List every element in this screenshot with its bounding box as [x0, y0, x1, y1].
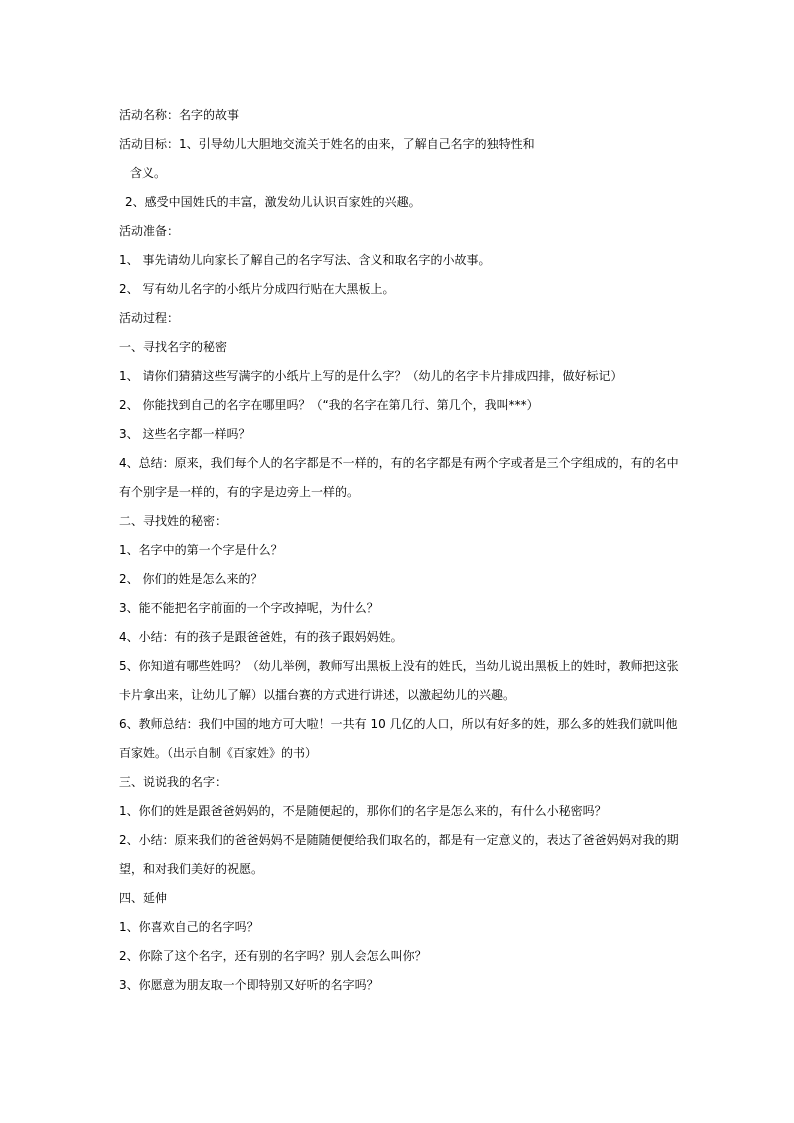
part-2-item-3: 3、能不能把名字前面的一个字改掉呢，为什么？	[119, 601, 379, 615]
part-2-item-5: 5、你知道有哪些姓吗？（幼儿举例，教师写出黑板上没有的姓氏，当幼儿说出黑板上的姓时，教师把这张	[119, 659, 679, 673]
activity-name: 活动名称：名字的故事	[119, 108, 240, 122]
document-body	[119, 101, 679, 1000]
heading-part-2: 二、寻找姓的秘密：	[119, 514, 228, 528]
part-2-item-6-cont: 百家姓。（出示自制《百家姓》的书）	[119, 746, 318, 760]
part-3-item-2-cont: 望，和对我们美好的祝愿。	[119, 862, 264, 876]
preparation-item-1: 1、 事先请幼儿向家长了解自己的名字写法、含义和取名字的小故事。	[119, 253, 491, 267]
part-4-item-3: 3、你愿意为朋友取一个即特别又好听的名字吗？	[119, 978, 379, 992]
preparation-item-2: 2、 写有幼儿名字的小纸片分成四行贴在大黑板上。	[119, 282, 395, 296]
part-2-item-2: 2、 你们的姓是怎么来的？	[119, 572, 263, 586]
activity-goal-1-cont: 含义。	[130, 166, 167, 180]
part-1-item-4-cont: 有个别字是一样的，有的字是边旁上一样的。	[119, 485, 360, 499]
activity-goal-1: 活动目标：1、引导幼儿大胆地交流关于姓名的由来，了解自己名字的独特性和	[119, 137, 535, 151]
part-3-item-2: 2、小结：原来我们的爸爸妈妈不是随随便便给我们取名的，都是有一定意义的，表达了爸爸妈妈对我的期	[119, 833, 679, 847]
part-1-item-1: 1、 请你们猜猜这些写满字的小纸片上写的是什么字？（幼儿的名字卡片排成四排，做好标记）	[119, 369, 623, 383]
part-4-item-2: 2、你除了这个名字，还有别的名字吗？别人会怎么叫你？	[119, 949, 427, 963]
section-process: 活动过程：	[119, 311, 180, 325]
heading-part-1: 一、寻找名字的秘密	[119, 340, 228, 354]
part-1-item-4: 4、总结：原来，我们每个人的名字都是不一样的，有的名字都是有两个字或者是三个字组成的，有的名中	[119, 456, 679, 470]
activity-goal-2: 2、感受中国姓氏的丰富，激发幼儿认识百家姓的兴趣。	[125, 195, 421, 209]
part-3-item-1: 1、你们的姓是跟爸爸妈妈的，不是随便起的，那你们的名字是怎么来的，有什么小秘密吗？	[119, 804, 607, 818]
part-1-item-2: 2、 你能找到自己的名字在哪里吗？（“我的名字在第几行、第几个，我叫***）	[119, 398, 539, 412]
part-4-item-1: 1、你喜欢自己的名字吗？	[119, 920, 259, 934]
part-2-item-6: 6、教师总结：我们中国的地方可大啦！一共有 10 几亿的人口，所以有好多的姓，那么多的姓我们就叫他	[119, 717, 678, 731]
part-2-item-4: 4、小结：有的孩子是跟爸爸姓，有的孩子跟妈妈姓。	[119, 630, 403, 644]
part-2-item-5-cont: 卡片拿出来，让幼儿了解）以擂台赛的方式进行讲述，以激起幼儿的兴趣。	[119, 688, 516, 702]
heading-part-3: 三、说说我的名字：	[119, 775, 228, 789]
part-2-item-1: 1、名字中的第一个字是什么？	[119, 543, 283, 557]
heading-part-4: 四、延伸	[119, 891, 168, 905]
section-preparation: 活动准备：	[119, 224, 180, 238]
part-1-item-3: 3、 这些名字都一样吗？	[119, 427, 251, 441]
